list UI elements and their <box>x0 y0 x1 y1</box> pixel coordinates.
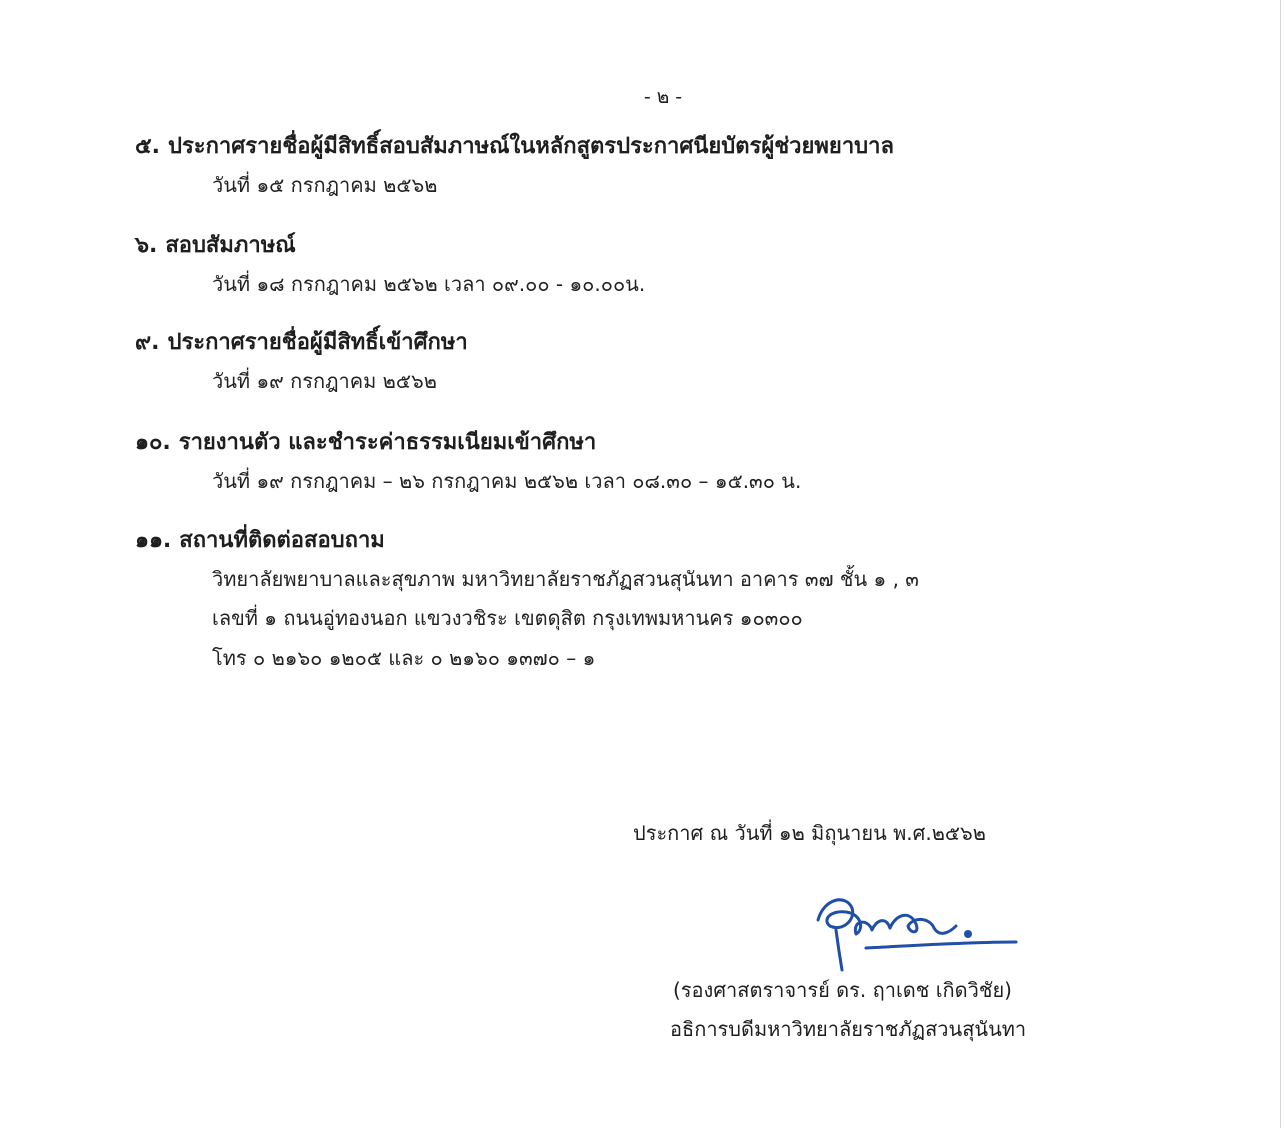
contact-address-line-1: วิทยาลัยพยาบาลและสุขภาพ มหาวิทยาลัยราชภัฏสวนสุนันทา อาคาร ๓๗ ชั้น ๑ , ๓ <box>212 567 919 591</box>
section-title: ประกาศรายชื่อผู้มีสิทธิ์เข้าศึกษา <box>167 330 468 355</box>
section-number: ๑๐. <box>135 430 171 455</box>
section-10-heading <box>135 424 596 459</box>
section-number: ๕. <box>135 134 161 159</box>
section-title: ประกาศรายชื่อผู้มีสิทธิ์สอบสัมภาษณ์ในหลักสูตรประกาศนียบัตรผู้ช่วยพยาบาล <box>168 134 894 159</box>
section-10-date: วันที่ ๑๙ กรกฎาคม – ๒๖ กรกฎาคม ๒๕๖๒ เวลา ๐๘.๓๐ – ๑๕.๓๐ น. <box>212 469 802 493</box>
section-9-heading <box>135 324 468 359</box>
signer-name: (รองศาสตราจารย์ ดร. ฤาเดช เกิดวิชัย) <box>673 978 1012 1002</box>
section-6-heading <box>135 227 296 262</box>
section-title: สอบสัมภาษณ์ <box>165 233 296 258</box>
section-title: สถานที่ติดต่อสอบถาม <box>179 528 385 553</box>
section-9-date: วันที่ ๑๙ กรกฎาคม ๒๕๖๒ <box>212 369 437 393</box>
section-number: ๙. <box>135 330 160 355</box>
signer-position: อธิการบดีมหาวิทยาลัยราชภัฏสวนสุนันทา <box>670 1017 1027 1041</box>
section-number: ๑๑. <box>135 528 172 553</box>
page-number: - ๒ - <box>643 86 683 108</box>
contact-address-line-2: เลขที่ ๑ ถนนอู่ทองนอก แขวงวชิระ เขตดุสิต กรุงเทพมหานคร ๑๐๓๐๐ <box>212 606 803 630</box>
section-title: รายงานตัว และชำระค่าธรรมเนียมเข้าศึกษา <box>178 430 597 455</box>
contact-phone-line: โทร ๐ ๒๑๖๐ ๑๒๐๕ และ ๐ ๒๑๖๐ ๑๓๗๐ – ๑ <box>212 646 596 670</box>
section-5-heading <box>135 128 894 163</box>
page-edge <box>1280 0 1281 1128</box>
section-5-date: วันที่ ๑๕ กรกฎาคม ๒๕๖๒ <box>212 173 438 197</box>
signature <box>806 890 1026 980</box>
section-number: ๖. <box>135 233 158 258</box>
announcement-date: ประกาศ ณ วันที่ ๑๒ มิถุนายน พ.ศ.๒๕๖๒ <box>633 821 986 845</box>
section-11-heading <box>135 522 385 557</box>
section-6-date: วันที่ ๑๘ กรกฎาคม ๒๕๖๒ เวลา ๐๙.๐๐ - ๑๐.๐๐น. <box>212 272 646 296</box>
